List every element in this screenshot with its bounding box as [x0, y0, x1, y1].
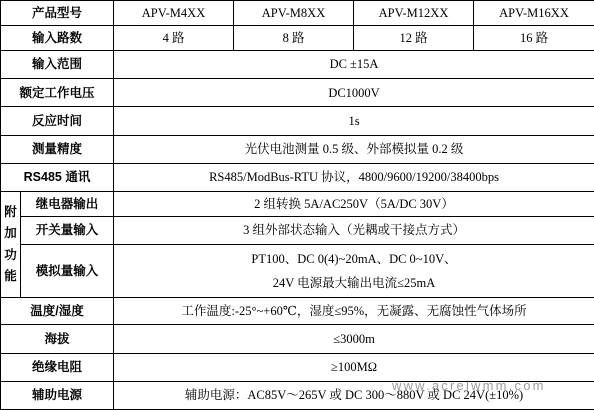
- aux-char-3: 功: [4, 247, 17, 262]
- relay-label: 继电器输出: [21, 191, 114, 216]
- altitude-row: [1, 325, 594, 353]
- input-range-label: 输入范围: [1, 51, 114, 79]
- model-m16: APV-M16XX: [474, 1, 594, 26]
- insulation-label: 绝缘电阻: [1, 353, 114, 381]
- rs485-label: RS485 通讯: [1, 163, 114, 191]
- accuracy-label: 测量精度: [1, 135, 114, 163]
- input-range-row: [1, 51, 594, 79]
- response-time-value: 1s: [114, 107, 594, 135]
- relay-value: 2 组转换 5A/AC250V（5A/DC 30V）: [114, 191, 594, 216]
- rs485-row: [1, 163, 594, 191]
- temp-humidity-label: 温度/湿度: [1, 298, 114, 325]
- rated-voltage-value: DC1000V: [114, 79, 594, 107]
- accuracy-row: [1, 135, 594, 163]
- response-time-label: 反应时间: [1, 107, 114, 135]
- inputs-m8: 8 路: [234, 26, 354, 51]
- analog-line-2: 24V 电源最大输出电流≤25mA: [272, 276, 436, 291]
- power-label: 辅助电源: [1, 381, 114, 409]
- aux-char-2: 加: [4, 226, 17, 241]
- switch-value: 3 组外部状态输入（光耦或干接点方式）: [114, 216, 594, 244]
- inputs-m16: 16 路: [474, 26, 594, 51]
- power-row: [1, 381, 594, 409]
- insulation-value: ≥100MΩ: [114, 353, 594, 381]
- model-m8: APV-M8XX: [234, 1, 354, 26]
- model-m12: APV-M12XX: [354, 1, 474, 26]
- altitude-value: ≤3000m: [114, 325, 594, 353]
- watermark: www.acrelwmm.com: [392, 378, 546, 393]
- model-label: 产品型号: [1, 1, 114, 26]
- rated-voltage-label: 额定工作电压: [1, 79, 114, 107]
- inputs-m12: 12 路: [354, 26, 474, 51]
- relay-row: [1, 191, 594, 216]
- switch-label: 开关量输入: [21, 216, 114, 244]
- aux-char-4: 能: [4, 268, 17, 283]
- accuracy-value: 光伏电池测量 0.5 级、外部模拟量 0.2 级: [114, 135, 594, 163]
- analog-row: [1, 245, 594, 298]
- input-range-value: DC ±15A: [114, 51, 594, 79]
- inputs-m4: 4 路: [114, 26, 234, 51]
- aux-char-1: 附: [4, 205, 17, 220]
- altitude-label: 海拔: [1, 325, 114, 353]
- rated-voltage-row: [1, 79, 594, 107]
- model-row: [1, 1, 594, 26]
- insulation-row: [1, 353, 594, 381]
- analog-value: [114, 245, 594, 298]
- inputs-row: [1, 26, 594, 51]
- aux-functions-label: [1, 191, 21, 297]
- temp-humidity-row: [1, 298, 594, 325]
- rs485-value: RS485/ModBus-RTU 协议，4800/9600/19200/38400bps: [114, 163, 594, 191]
- power-value: 辅助电源：AC85V～265V 或 DC 300～880V 或 DC 24V(±10%): [114, 381, 594, 409]
- response-time-row: [1, 107, 594, 135]
- switch-row: [1, 216, 594, 244]
- analog-label: 模拟量输入: [21, 245, 114, 298]
- analog-line-1: PT100、DC 0(4)~20mA、DC 0~10V、: [251, 251, 457, 266]
- inputs-label: 输入路数: [1, 26, 114, 51]
- temp-humidity-value: 工作温度:-25°~+60℃，湿度≤95%，无凝露、无腐蚀性气体场所: [114, 298, 594, 325]
- model-m4: APV-M4XX: [114, 1, 234, 26]
